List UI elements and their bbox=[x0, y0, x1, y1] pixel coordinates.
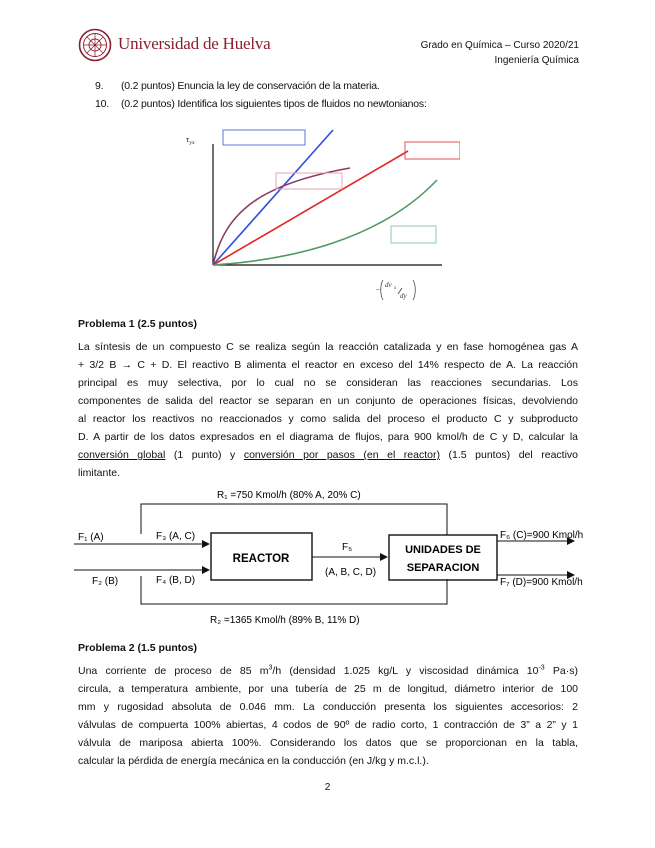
problem1-line: + 3/2 B → C + D. El reactivo B alimenta el reactor en exceso del 14% respecto de A. La reacción bbox=[78, 359, 578, 371]
problem1-line: conversión global (1 punto) y conversión por pasos (en el reactor) (1.5 puntos) del reactivo bbox=[78, 449, 579, 461]
problem2-line: válvulas de compuerta 100% abiertas, 4 codos de 90º de radio corto, 1 contracción de 3” a 2” y 1 bbox=[78, 719, 578, 731]
problem1-statement bbox=[78, 338, 578, 482]
f2-label: F₂ (B) bbox=[92, 576, 119, 587]
f3-label: F₃ (A, C) bbox=[156, 531, 196, 542]
answer-box-red[interactable] bbox=[405, 142, 460, 159]
f4-label: F₄ (B, D) bbox=[156, 575, 196, 586]
f7-label: F₇ (D)=900 Kmol/h bbox=[500, 577, 583, 588]
process-flow-diagram bbox=[74, 484, 604, 629]
answer-box-blue[interactable] bbox=[223, 130, 305, 145]
f5-label: F₅ bbox=[342, 542, 353, 553]
x-axis-label bbox=[375, 280, 415, 300]
svg-text:−: − bbox=[375, 285, 381, 294]
problem1-line: al reactor los reactivos no reaccionados y como salida del proceso el producto C y subproducto bbox=[78, 413, 578, 425]
problem1-line: limitante. bbox=[78, 467, 121, 479]
problem1-title: Problema 1 (2.5 puntos) bbox=[78, 318, 198, 330]
fluid-rheogram bbox=[180, 122, 460, 310]
y-axis-label: $\tau_{yx}$ bbox=[186, 135, 195, 146]
problem1-line: La síntesis de un compuesto C se realiza según la reacción catalizada y en fase homogénea gas A bbox=[78, 341, 578, 353]
answer-box-green[interactable] bbox=[391, 226, 436, 243]
r1-label: R₁ =750 Kmol/h (80% A, 20% C) bbox=[217, 490, 361, 501]
f6-label: F₆ (C)=900 Kmol/h bbox=[500, 530, 584, 541]
answer-box-pink[interactable] bbox=[276, 173, 342, 189]
problem2-line: válvula de mariposa abierta 100%. Considerando los datos que se proporcionan en la tabla, bbox=[78, 737, 578, 749]
question-9 bbox=[95, 80, 380, 92]
question-10 bbox=[95, 98, 427, 110]
question-number: 10. bbox=[95, 98, 109, 110]
problem2-title: Problema 2 (1.5 puntos) bbox=[78, 642, 198, 654]
curve-bingham bbox=[213, 130, 333, 265]
problem2-statement bbox=[78, 662, 578, 770]
curve-dilatant bbox=[213, 180, 437, 265]
question-text: (0.2 puntos) Enuncia la ley de conservación de la materia. bbox=[121, 80, 380, 92]
question-number: 9. bbox=[95, 80, 104, 92]
subject-label: Ingeniería Química bbox=[494, 55, 579, 66]
svg-text:dy: dy bbox=[400, 292, 407, 300]
f1-label: F₁ (A) bbox=[78, 532, 104, 543]
university-logo bbox=[78, 28, 118, 62]
problem2-line: calcular la pérdida de energía mecánica en la conducción (en J/kg y m.c.l.). bbox=[78, 755, 429, 767]
problem1-line: principal es muy selectiva, por lo cual no se consideran las reacciones secundarias. Los bbox=[78, 377, 578, 389]
separation-label-2: SEPARACION bbox=[406, 562, 480, 574]
university-seal-icon bbox=[78, 28, 114, 62]
page-number: 2 bbox=[324, 782, 331, 793]
svg-text:x: x bbox=[394, 286, 397, 291]
problem2-line: Una corriente de proceso de 85 $m^3/h$ (densidad 1.025 kg/L y viscosidad dinámica $10^{-3}$ Pa·s) bbox=[78, 664, 578, 677]
separation-label-1: UNIDADES DE bbox=[405, 544, 481, 556]
reactor-label: REACTOR bbox=[232, 553, 290, 565]
course-label: Grado en Química – Curso 2020/21 bbox=[420, 40, 579, 51]
question-text: (0.2 puntos) Identifica los siguientes tipos de fluidos no newtonianos: bbox=[121, 98, 427, 110]
problem1-line: componentes de salida del reactor se separan en un conjunto de operaciones físicas, devolviendo bbox=[78, 395, 578, 407]
university-name: Universidad de Huelva bbox=[118, 34, 271, 53]
underlined-term: conversión por pasos (en el reactor) bbox=[243, 449, 440, 461]
curve-pseudoplastic bbox=[213, 168, 350, 265]
problem1-line: D. A partir de los datos expresados en el diagrama de flujos, para 900 kmol/h de C y D, calcular la bbox=[78, 431, 578, 443]
problem2-line: circula, a temperatura ambiente, por una tubería de 25 m de longitud, diámetro interior de 100 bbox=[78, 683, 578, 695]
underlined-term: conversión global bbox=[78, 449, 166, 461]
r2-label: R₂ =1365 Kmol/h (89% B, 11% D) bbox=[210, 615, 360, 626]
f5-components: (A, B, C, D) bbox=[325, 567, 377, 578]
curve-newtonian bbox=[213, 151, 408, 265]
svg-text:dv: dv bbox=[385, 281, 392, 289]
problem2-line: mm y rugosidad absoluta de 0.046 mm. La conducción presenta los siguientes accesorios: 2 bbox=[78, 701, 578, 713]
